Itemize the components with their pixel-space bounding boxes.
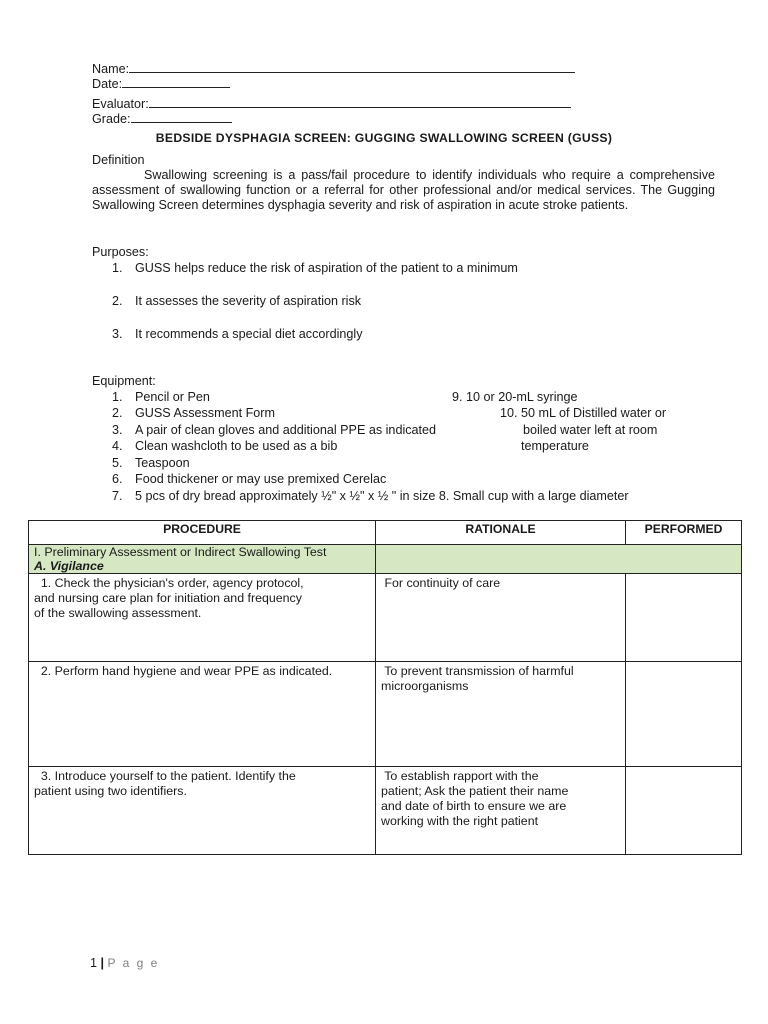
table-row bbox=[29, 767, 742, 855]
table-header-row bbox=[29, 521, 742, 545]
rationale-line: and date of birth to ensure we are bbox=[381, 799, 567, 813]
rationale-line: working with the right patient bbox=[381, 814, 539, 828]
rationale-line: To prevent transmission of harmful bbox=[381, 664, 574, 678]
equipment-item-right: 9. 10 or 20-mL syringe bbox=[452, 390, 578, 404]
performed-checkbox-cell[interactable] bbox=[626, 662, 742, 767]
procedure-line: of the swallowing assessment. bbox=[34, 606, 202, 620]
equipment-item-right: temperature bbox=[521, 439, 589, 453]
procedure-cell bbox=[29, 662, 376, 767]
name-blank[interactable] bbox=[129, 61, 575, 73]
equipment-item: Teaspoon bbox=[135, 456, 190, 470]
section-row bbox=[29, 545, 742, 574]
evaluator-field[interactable] bbox=[92, 96, 571, 112]
equipment-number: 4. bbox=[112, 439, 123, 453]
performed-checkbox-cell[interactable] bbox=[626, 574, 742, 662]
rationale-line: patient; Ask the patient their name bbox=[381, 784, 569, 798]
equipment-item: 5 pcs of dry bread approximately ½" x ½" x ½ " in size 8. Small cup with a large diameter bbox=[135, 489, 629, 503]
equipment-heading: Equipment: bbox=[92, 374, 156, 388]
procedure-cell bbox=[29, 574, 376, 662]
table-row bbox=[29, 662, 742, 767]
date-field[interactable] bbox=[92, 76, 230, 92]
page-number: 1 bbox=[90, 956, 98, 970]
equipment-item: Food thickener or may use premixed Cerelac bbox=[135, 472, 387, 486]
purposes-heading: Purposes: bbox=[92, 245, 149, 259]
equipment-item-right: 10. 50 mL of Distilled water or bbox=[500, 406, 667, 420]
section-fill-cell bbox=[376, 545, 742, 574]
date-label: Date: bbox=[92, 77, 123, 91]
procedure-line: 2. Perform hand hygiene and wear PPE as indicated. bbox=[34, 664, 333, 678]
performed-column-header: PERFORMED bbox=[626, 521, 742, 545]
rationale-cell bbox=[376, 662, 626, 767]
name-label: Name: bbox=[92, 62, 130, 76]
equipment-item-right: boiled water left at room bbox=[523, 423, 658, 437]
rationale-cell bbox=[376, 574, 626, 662]
definition-heading: Definition bbox=[92, 153, 145, 167]
page-label: P a g e bbox=[107, 956, 160, 970]
rationale-line: microorganisms bbox=[381, 679, 469, 693]
page-separator: | bbox=[100, 956, 105, 970]
equipment-number: 1. bbox=[112, 390, 123, 404]
rationale-column-header: RATIONALE bbox=[376, 521, 626, 545]
grade-label: Grade: bbox=[92, 112, 131, 126]
purpose-number: 3. bbox=[112, 327, 123, 341]
section-title-cell bbox=[29, 545, 376, 574]
equipment-item: Clean washcloth to be used as a bib bbox=[135, 439, 338, 453]
table-row bbox=[29, 574, 742, 662]
procedure-line: and nursing care plan for initiation and frequency bbox=[34, 591, 302, 605]
equipment-number: 7. bbox=[112, 489, 123, 503]
evaluator-blank[interactable] bbox=[149, 96, 571, 108]
rationale-line: For continuity of care bbox=[381, 576, 501, 590]
definition-text: Swallowing screening is a pass/fail procedure to identify individuals who require a comprehensive assessment of swallowing function or a referral for other professional and/or medical services. The Gugging Swallowing Screen determines dysphagia severity and risk of aspiration in acute stroke patients. bbox=[92, 168, 715, 212]
equipment-item: A pair of clean gloves and additional PPE as indicated bbox=[135, 423, 437, 437]
equipment-number: 2. bbox=[112, 406, 123, 420]
grade-blank[interactable] bbox=[131, 111, 232, 123]
procedure-column-header: PROCEDURE bbox=[29, 521, 376, 545]
equipment-number: 6. bbox=[112, 472, 123, 486]
evaluator-label: Evaluator: bbox=[92, 97, 149, 111]
section-title: I. Preliminary Assessment or Indirect Swallowing Test bbox=[34, 545, 327, 559]
procedure-cell bbox=[29, 767, 376, 855]
document-title: BEDSIDE DYSPHAGIA SCREEN: GUGGING SWALLOWING SCREEN (GUSS) bbox=[155, 131, 613, 145]
name-field[interactable] bbox=[92, 61, 575, 77]
procedure-line: patient using two identifiers. bbox=[34, 784, 187, 798]
rationale-line: To establish rapport with the bbox=[381, 769, 539, 783]
equipment-item: GUSS Assessment Form bbox=[135, 406, 275, 420]
procedure-line: 1. Check the physician's order, agency protocol, bbox=[34, 576, 304, 590]
equipment-item: Pencil or Pen bbox=[135, 390, 210, 404]
purpose-number: 2. bbox=[112, 294, 123, 308]
procedure-table bbox=[28, 520, 742, 855]
purpose-number: 1. bbox=[112, 261, 123, 275]
equipment-number: 3. bbox=[112, 423, 123, 437]
performed-checkbox-cell[interactable] bbox=[626, 767, 742, 855]
equipment-number: 5. bbox=[112, 456, 123, 470]
rationale-cell bbox=[376, 767, 626, 855]
purpose-text: It assesses the severity of aspiration risk bbox=[135, 294, 362, 308]
page-footer bbox=[90, 956, 159, 970]
grade-field[interactable] bbox=[92, 111, 232, 127]
purpose-text: GUSS helps reduce the risk of aspiration of the patient to a minimum bbox=[135, 261, 518, 275]
date-blank[interactable] bbox=[122, 76, 230, 88]
purpose-text: It recommends a special diet accordingly bbox=[135, 327, 363, 341]
subsection-title: A. Vigilance bbox=[34, 559, 104, 573]
procedure-line: 3. Introduce yourself to the patient. Identify the bbox=[34, 769, 296, 783]
